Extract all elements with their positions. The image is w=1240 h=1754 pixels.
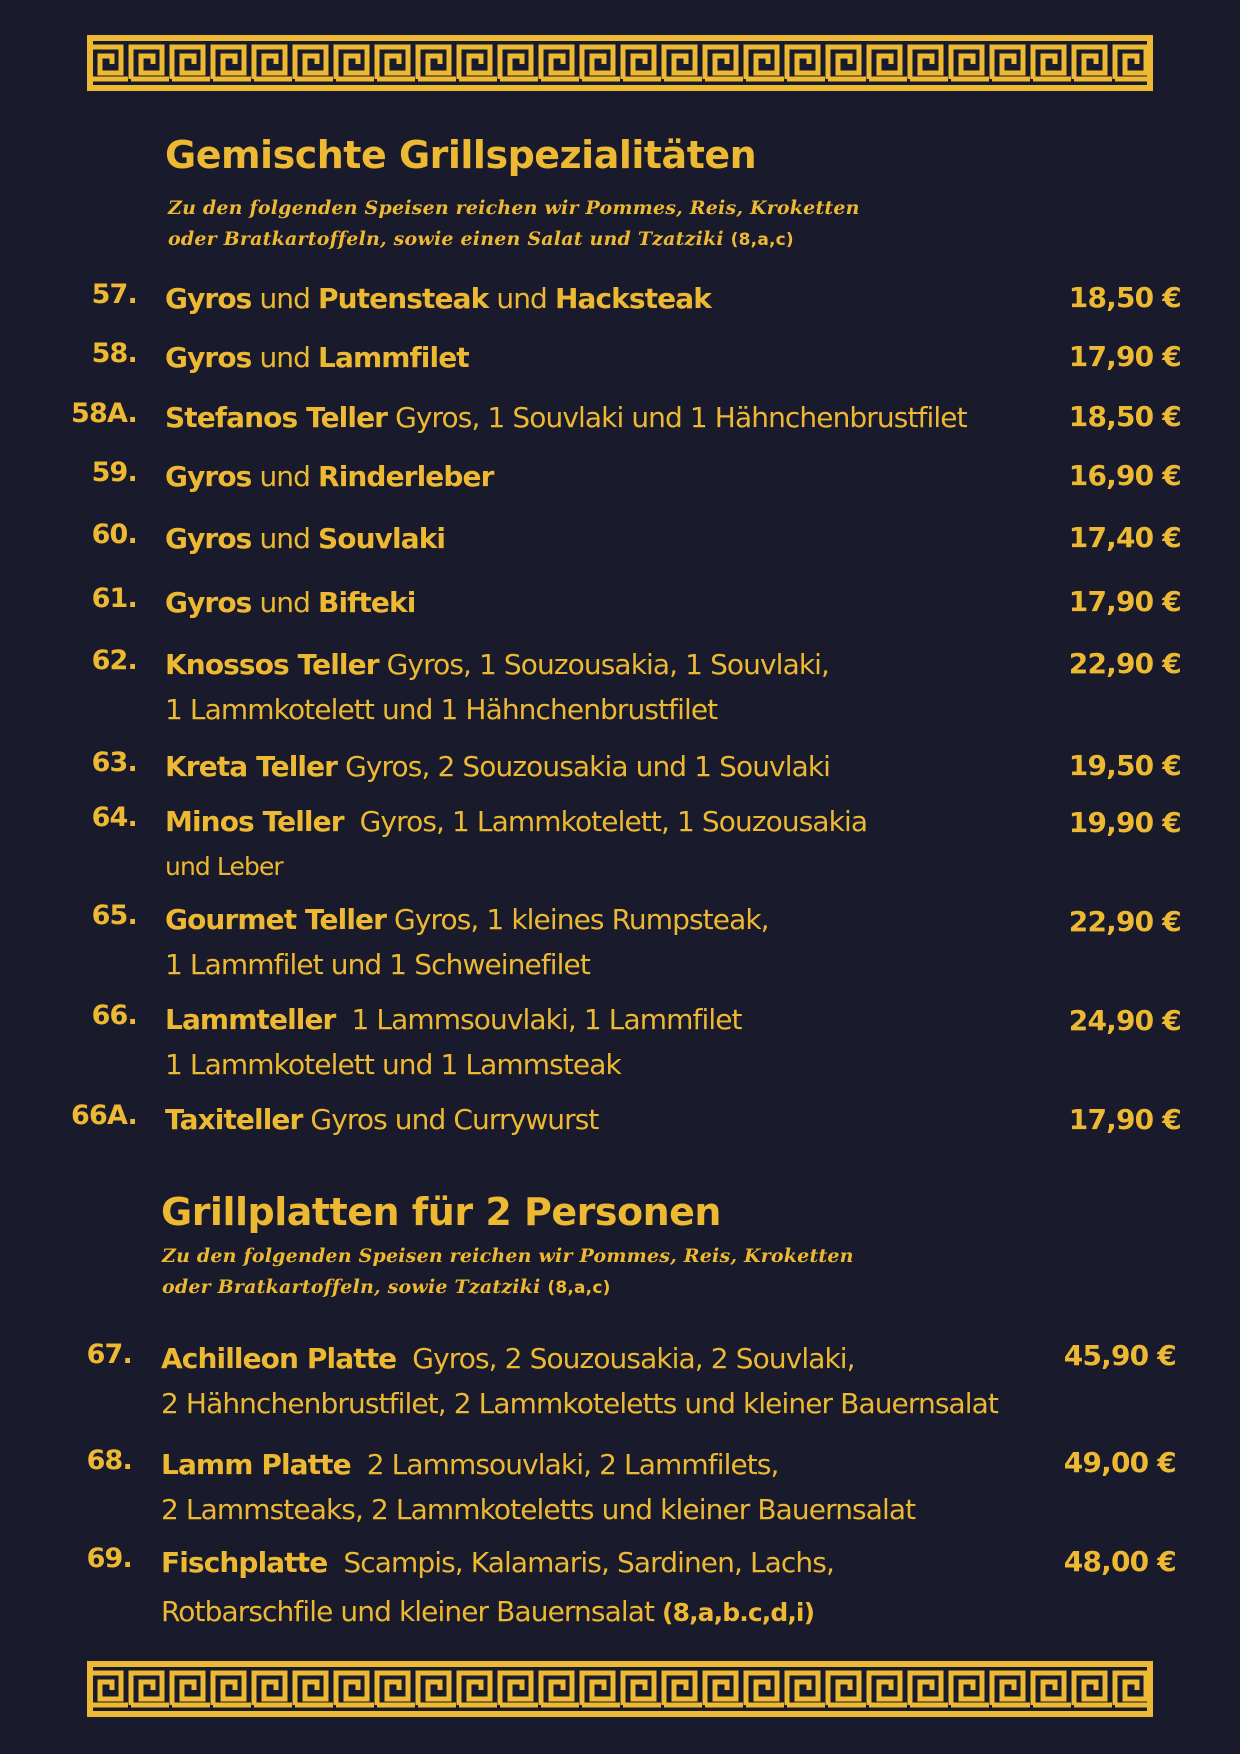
item-number: 58A. bbox=[70, 398, 137, 429]
item-name: Knossos Teller bbox=[165, 648, 379, 681]
menu-item-58 bbox=[165, 335, 469, 380]
section-note-grill bbox=[168, 193, 860, 256]
item-number: 63. bbox=[91, 747, 137, 778]
item-name: Kreta Teller bbox=[165, 750, 338, 783]
allergen-codes: (8,a,b.c,d,i) bbox=[662, 1598, 815, 1627]
menu-item-59 bbox=[165, 454, 494, 499]
item-name: Achilleon Platte bbox=[161, 1342, 397, 1375]
item-description: Gyros, 2 Souzousakia, 2 Souvlaki, bbox=[396, 1342, 855, 1375]
item-name-2: Bifteki bbox=[318, 586, 416, 619]
note-line-2-text: oder Bratkartoffeln, sowie Tzatziki bbox=[162, 1276, 541, 1298]
item-number: 58. bbox=[91, 338, 137, 369]
menu-item-57 bbox=[165, 276, 711, 321]
item-price: 48,00 € bbox=[1063, 1545, 1176, 1578]
item-price: 18,50 € bbox=[1068, 400, 1181, 433]
item-price: 17,90 € bbox=[1068, 1103, 1181, 1136]
item-name: Fischplatte bbox=[161, 1546, 328, 1579]
greek-key-border-bottom bbox=[87, 1661, 1153, 1717]
item-number: 60. bbox=[91, 519, 137, 550]
item-name-2: Souvlaki bbox=[318, 522, 446, 555]
menu-item-68 bbox=[161, 1442, 915, 1532]
item-description-line-2: 1 Lammkotelett und 1 Lammsteak bbox=[165, 1048, 621, 1081]
item-conj: und bbox=[251, 282, 319, 315]
item-conj: und bbox=[251, 586, 319, 619]
item-price: 24,90 € bbox=[1068, 1004, 1181, 1037]
menu-item-58a bbox=[165, 395, 967, 440]
item-description-line-2: 1 Lammkotelett und 1 Hähnchenbrustfilet bbox=[165, 693, 718, 726]
section-note-platters bbox=[162, 1241, 854, 1304]
item-name: Minos Teller bbox=[165, 805, 344, 838]
item-number: 57. bbox=[91, 279, 137, 310]
item-number: 65. bbox=[91, 900, 137, 931]
item-description: Gyros, 1 Lammkotelett, 1 Souzousakia bbox=[343, 805, 868, 838]
item-description: Gyros und Currywurst bbox=[302, 1103, 599, 1136]
greek-key-border-top bbox=[87, 35, 1153, 91]
allergen-codes: (8,a,c) bbox=[730, 230, 794, 250]
note-line-2 bbox=[168, 224, 860, 256]
note-line-2-text: oder Bratkartoffeln, sowie einen Salat und Tzatziki bbox=[168, 228, 724, 250]
menu-item-66a bbox=[165, 1097, 599, 1142]
item-number: 67. bbox=[86, 1339, 132, 1370]
item-name: Lamm Platte bbox=[161, 1448, 351, 1481]
item-name-2: Rinderleber bbox=[318, 460, 494, 493]
item-number: 69. bbox=[86, 1543, 132, 1574]
item-name: Gyros bbox=[165, 586, 252, 619]
item-number: 64. bbox=[91, 802, 137, 833]
item-number: 61. bbox=[91, 583, 137, 614]
item-name-3: Hacksteak bbox=[554, 282, 711, 315]
menu-item-61 bbox=[165, 580, 415, 625]
item-conj: und bbox=[251, 460, 319, 493]
item-description-line-2: und Leber bbox=[165, 852, 283, 881]
item-name-2: Putensteak bbox=[318, 282, 489, 315]
item-number: 66A. bbox=[70, 1100, 137, 1131]
menu-item-64 bbox=[165, 799, 867, 889]
item-name: Stefanos Teller bbox=[165, 401, 388, 434]
item-name: Gyros bbox=[165, 282, 252, 315]
item-description-line-2: 2 Hähnchenbrustfilet, 2 Lammkoteletts und kleiner Bauernsalat bbox=[161, 1387, 998, 1420]
item-description: 1 Lammsouvlaki, 1 Lammfilet bbox=[335, 1003, 742, 1036]
note-line-1: Zu den folgenden Speisen reichen wir Pommes, Reis, Kroketten bbox=[168, 197, 860, 219]
item-name: Gyros bbox=[165, 522, 252, 555]
item-description: Gyros, 2 Souzousakia und 1 Souvlaki bbox=[337, 750, 831, 783]
item-description-line-2: Rotbarschfile und kleiner Bauernsalat bbox=[161, 1595, 663, 1628]
item-price: 17,40 € bbox=[1068, 521, 1181, 554]
item-number: 66. bbox=[91, 1000, 137, 1031]
item-price: 18,50 € bbox=[1068, 281, 1181, 314]
item-price: 16,90 € bbox=[1068, 459, 1181, 492]
note-line-2 bbox=[162, 1272, 854, 1304]
item-price: 17,90 € bbox=[1068, 585, 1181, 618]
menu-item-69 bbox=[161, 1540, 834, 1635]
menu-item-67 bbox=[161, 1336, 998, 1426]
menu-item-60 bbox=[165, 516, 445, 561]
menu-item-66 bbox=[165, 997, 742, 1087]
item-description: 2 Lammsouvlaki, 2 Lammfilets, bbox=[350, 1448, 779, 1481]
allergen-codes: (8,a,c) bbox=[547, 1278, 611, 1298]
item-name: Gyros bbox=[165, 460, 252, 493]
item-price: 19,50 € bbox=[1068, 749, 1181, 782]
item-conj: und bbox=[251, 341, 319, 374]
item-price: 22,90 € bbox=[1068, 905, 1181, 938]
item-name: Taxiteller bbox=[165, 1103, 303, 1136]
item-name: Gourmet Teller bbox=[165, 903, 387, 936]
item-conj: und bbox=[251, 522, 319, 555]
item-number: 62. bbox=[91, 645, 137, 676]
menu-item-62 bbox=[165, 642, 829, 732]
section-title-platters: Grillplatten für 2 Personen bbox=[161, 1190, 721, 1234]
item-price: 45,90 € bbox=[1063, 1339, 1176, 1372]
item-conj-2: und bbox=[488, 282, 555, 315]
item-description: Scampis, Kalamaris, Sardinen, Lachs, bbox=[327, 1546, 834, 1579]
item-number: 59. bbox=[91, 457, 137, 488]
item-price: 17,90 € bbox=[1068, 340, 1181, 373]
item-price: 19,90 € bbox=[1068, 806, 1181, 839]
item-description: Gyros, 1 kleines Rumpsteak, bbox=[386, 903, 769, 936]
item-price: 49,00 € bbox=[1063, 1446, 1176, 1479]
item-description-line-2: 1 Lammfilet und 1 Schweinefilet bbox=[165, 948, 590, 981]
item-name-2: Lammfilet bbox=[318, 341, 469, 374]
item-price: 22,90 € bbox=[1068, 647, 1181, 680]
section-title-grill: Gemischte Grillspezialitäten bbox=[165, 133, 757, 177]
item-number: 68. bbox=[86, 1445, 132, 1476]
menu-item-63 bbox=[165, 744, 830, 789]
item-description-line-2: 2 Lammsteaks, 2 Lammkoteletts und kleiner Bauernsalat bbox=[161, 1493, 916, 1526]
item-name: Lammteller bbox=[165, 1003, 336, 1036]
item-description: Gyros, 1 Souzousakia, 1 Souvlaki, bbox=[378, 648, 830, 681]
note-line-1: Zu den folgenden Speisen reichen wir Pommes, Reis, Kroketten bbox=[162, 1245, 854, 1267]
item-description: Gyros, 1 Souvlaki und 1 Hähnchenbrustfilet bbox=[387, 401, 967, 434]
item-name: Gyros bbox=[165, 341, 252, 374]
menu-item-65 bbox=[165, 897, 769, 987]
